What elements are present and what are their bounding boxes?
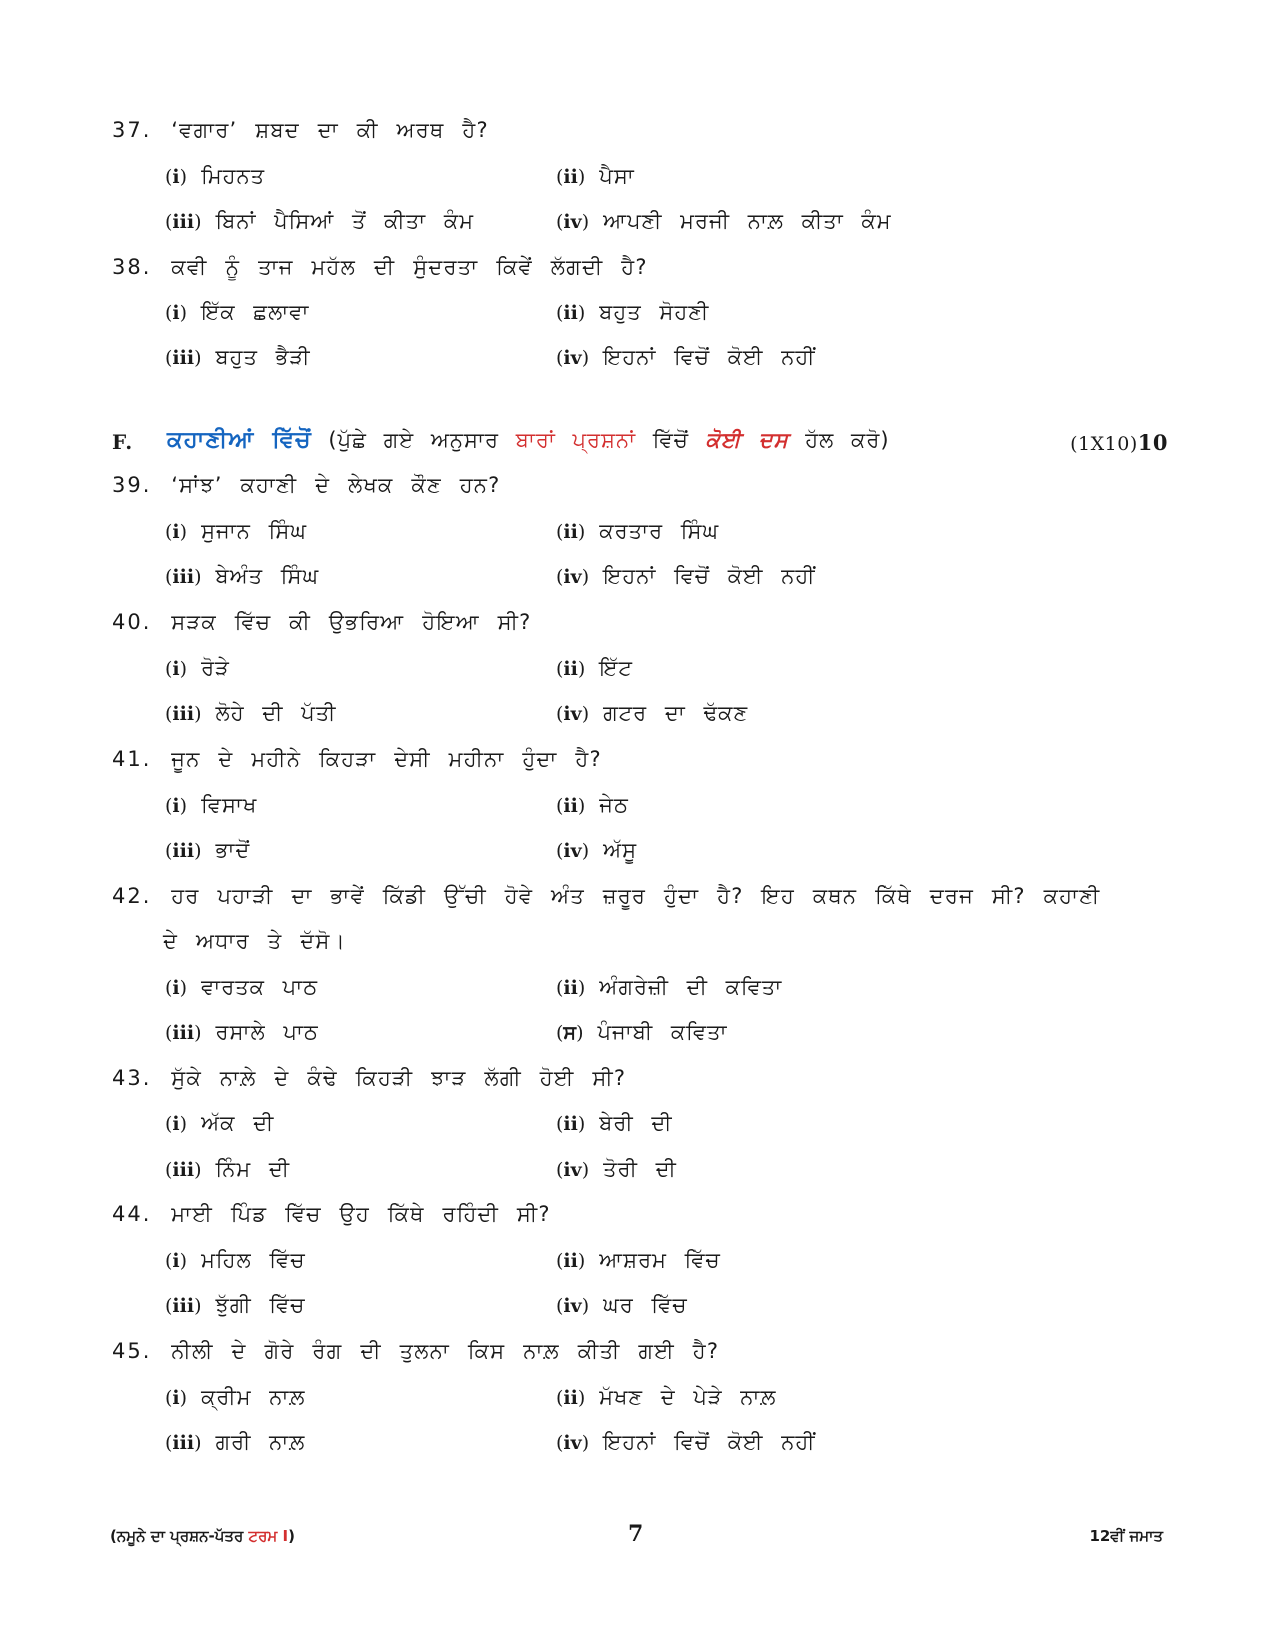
option-iii: (iii) ਬਹੁਤ ਭੈੜੀ [165,345,311,369]
option-iii: (iii) ਬੇਅੰਤ ਸਿੰਘ [165,564,320,588]
option-iii: (iii) ਗਰੀ ਨਾਲ਼ [165,1430,306,1454]
option-text: ਬੇਅੰਤ ਸਿੰਘ [215,564,320,588]
option-text: ਵਾਰਤਕ ਪਾਠ [201,975,319,999]
option-iii: (iii) ਰਸਾਲੇ ਪਾਠ [165,1020,319,1044]
section-instruction [167,427,890,453]
option-text: ਇਹਨਾਂ ਵਿਚੋਂ ਕੋਈ ਨਹੀਂ [603,1430,816,1454]
footer-term: ਟਰਮ I [248,1527,289,1545]
question-text: ਕਵੀ ਨੂੰ ਤਾਜ ਮਹੱਲ ਦੀ ਸੁੰਦਰਤਾ ਕਿਵੇਂ ਲੱਗਦੀ ਹੈ? [171,255,648,279]
question-44 [112,1199,1162,1229]
instruction-highlight: ਬਾਰਾਂ ਪ੍ਰਸ਼ਨਾਂ [515,428,637,452]
option-text: ਝੁੱਗੀ ਵਿੱਚ [215,1293,306,1317]
option-ii: (ii) ਇੱਟ [556,656,633,680]
option-i: (i) ਸੁਜਾਨ ਸਿੰਘ [165,519,307,543]
footer-class-label: 12ਵੀਂ ਜਮਾਤ [1089,1527,1163,1545]
option-ii: (ii) ਬੇਰੀ ਦੀ [556,1111,673,1135]
option-i: (i) ਇੱਕ ਛਲਾਵਾ [165,300,310,324]
option-text: ਬਿਨਾਂ ਪੈਸਿਆਂ ਤੋਂ ਕੀਤਾ ਕੰਮ [215,209,475,233]
question-number: 39. [112,473,152,497]
option-text: ਆਸ਼ਰਮ ਵਿੱਚ [599,1248,721,1272]
question-text: ਸੜਕ ਵਿੱਚ ਕੀ ਉਭਰਿਆ ਹੋਇਆ ਸੀ? [171,610,532,634]
option-iv: (iv) ਆਪਣੀ ਮਰਜੀ ਨਾਲ਼ ਕੀਤਾ ਕੰਮ [556,209,892,233]
option-text: ਭਾਦੋਂ [215,838,251,862]
option-text: ਅੱਕ ਦੀ [201,1111,275,1135]
option-ii: (ii) ਆਸ਼ਰਮ ਵਿੱਚ [556,1248,721,1272]
option-iv: (iv) ਘਰ ਵਿੱਚ [556,1293,688,1317]
option-text: ਮਹਿਲ ਵਿੱਚ [201,1248,306,1272]
option-text: ਮੱਖਣ ਦੇ ਪੇੜੇ ਨਾਲ਼ [599,1385,777,1409]
option-text: ਪੰਜਾਬੀ ਕਵਿਤਾ [597,1020,728,1044]
option-i: (i) ਕ੍ਰੀਮ ਨਾਲ਼ [165,1385,306,1409]
option-i: (i) ਵਿਸਾਖ [165,793,258,817]
section-title: ਕਹਾਣੀਆਂ ਵਿੱਚੋਂ [167,427,312,453]
question-number: 41. [112,747,152,771]
option-text: ਇੱਟ [599,656,633,680]
option-ii: (ii) ਮੱਖਣ ਦੇ ਪੇੜੇ ਨਾਲ਼ [556,1385,777,1409]
option-text: ਜੇਠ [599,793,629,817]
option-text: ਲੋਹੇ ਦੀ ਪੱਤੀ [215,701,337,725]
question-text: ਮਾਈ ਪਿੰਡ ਵਿੱਚ ਉਹ ਕਿੱਥੇ ਰਹਿੰਦੀ ਸੀ? [171,1202,551,1226]
option-i: (i) ਮਿਹਨਤ [165,164,266,188]
option-text: ਗਟਰ ਦਾ ਢੱਕਣ [603,701,749,725]
option-text: ਘਰ ਵਿੱਚ [603,1293,688,1317]
instruction-part: (ਪੁੱਛੇ ਗਏ ਅਨੁਸਾਰ [328,428,500,452]
option-text: ਇਹਨਾਂ ਵਿਚੋਂ ਕੋਈ ਨਹੀਂ [603,345,816,369]
option-ii: (ii) ਅੰਗਰੇਜ਼ੀ ਦੀ ਕਵਿਤਾ [556,975,783,999]
option-iv: (iv) ਤੋਰੀ ਦੀ [556,1157,677,1181]
option-iii: (iii) ਲੋਹੇ ਦੀ ਪੱਤੀ [165,701,337,725]
option-iv: (iv) ਇਹਨਾਂ ਵਿਚੋਂ ਕੋਈ ਨਹੀਂ [556,1430,816,1454]
footer-paper-label: (ਨਮੂਨੇ ਦਾ ਪ੍ਰਸ਼ਨ-ਪੱਤਰ ਟਰਮ I) [110,1527,295,1545]
option-ii: (ii) ਪੈਸਾ [556,164,635,188]
question-37 [112,115,1162,145]
option-i: (i) ਰੋੜੇ [165,656,230,680]
option-text: ਇੱਕ ਛਲਾਵਾ [201,300,310,324]
section-marks: (1X10)10 [1070,430,1168,455]
section-header [112,423,1168,459]
option-iv: (iv) ਅੱਸੂ [556,838,638,862]
option-text: ਪੈਸਾ [599,164,635,188]
question-number: 37. [112,118,152,142]
question-number: 38. [112,255,152,279]
question-number: 44. [112,1202,152,1226]
option-text: ਬਹੁਤ ਭੈੜੀ [215,345,311,369]
page-number: 7 [628,1521,644,1547]
question-text: ‘ਸਾਂਝ’ ਕਹਾਣੀ ਦੇ ਲੇਖਕ ਕੌਣ ਹਨ? [171,473,501,497]
question-41 [112,744,1162,774]
option-text: ਕ੍ਰੀਮ ਨਾਲ਼ [201,1385,306,1409]
option-i: (i) ਮਹਿਲ ਵਿੱਚ [165,1248,306,1272]
option-ii: (ii) ਕਰਤਾਰ ਸਿੰਘ [556,519,720,543]
instruction-emphasis: ਕੋਈ ਦਸ [705,428,789,452]
option-iv: (iv) ਇਹਨਾਂ ਵਿਚੋਂ ਕੋਈ ਨਹੀਂ [556,345,816,369]
question-number: 42. [112,884,152,908]
option-text: ਸੁਜਾਨ ਸਿੰਘ [201,519,307,543]
question-42 [112,881,1162,911]
question-42-continued [163,926,1213,956]
option-ii: (ii) ਜੇਠ [556,793,629,817]
question-40 [112,607,1162,637]
question-39 [112,470,1162,500]
option-i: (i) ਅੱਕ ਦੀ [165,1111,275,1135]
question-text: ਦੇ ਅਧਾਰ ਤੇ ਦੱਸੋ। [163,929,346,953]
option-text: ਆਪਣੀ ਮਰਜੀ ਨਾਲ਼ ਕੀਤਾ ਕੰਮ [603,209,892,233]
option-text: ਤੋਰੀ ਦੀ [603,1157,677,1181]
option-text: ਵਿਸਾਖ [201,793,258,817]
option-text: ਰੋੜੇ [201,656,230,680]
question-43 [112,1063,1162,1093]
option-text: ਰਸਾਲੇ ਪਾਠ [215,1020,319,1044]
option-iv: (iv) ਇਹਨਾਂ ਵਿਚੋਂ ਕੋਈ ਨਹੀਂ [556,564,816,588]
option-text: ਨਿੰਮ ਦੀ [215,1157,291,1181]
option-iv: (ਸ) ਪੰਜਾਬੀ ਕਵਿਤਾ [556,1020,728,1044]
option-text: ਇਹਨਾਂ ਵਿਚੋਂ ਕੋਈ ਨਹੀਂ [603,564,816,588]
question-text: ਸੁੱਕੇ ਨਾਲ਼ੇ ਦੇ ਕੰਢੇ ਕਿਹੜੀ ਝਾੜ ਲੱਗੀ ਹੋਈ ਸੀ? [171,1066,627,1090]
option-i: (i) ਵਾਰਤਕ ਪਾਠ [165,975,319,999]
option-text: ਬਹੁਤ ਸੋਹਣੀ [599,300,710,324]
section-letter: F. [112,430,134,454]
instruction-part: ਹੱਲ ਕਰੋ) [805,428,890,452]
option-text: ਅੰਗਰੇਜ਼ੀ ਦੀ ਕਵਿਤਾ [599,975,783,999]
option-iii: (iii) ਨਿੰਮ ਦੀ [165,1157,291,1181]
instruction-part: ਵਿੱਚੋਂ [652,428,689,452]
question-45 [112,1336,1162,1366]
option-ii: (ii) ਬਹੁਤ ਸੋਹਣੀ [556,300,710,324]
question-number: 45. [112,1339,152,1363]
option-iii: (iii) ਭਾਦੋਂ [165,838,251,862]
option-text: ਬੇਰੀ ਦੀ [599,1111,673,1135]
question-text: ‘ਵਗਾਰ’ ਸ਼ਬਦ ਦਾ ਕੀ ਅਰਥ ਹੈ? [171,118,489,142]
question-38 [112,252,1162,282]
question-number: 43. [112,1066,152,1090]
question-text: ਜੂਨ ਦੇ ਮਹੀਨੇ ਕਿਹੜਾ ਦੇਸੀ ਮਹੀਨਾ ਹੁੰਦਾ ਹੈ? [171,747,602,771]
option-text: ਗਰੀ ਨਾਲ਼ [215,1430,306,1454]
question-number: 40. [112,610,152,634]
question-text: ਨੀਲੀ ਦੇ ਗੋਰੇ ਰੰਗ ਦੀ ਤੁਲਨਾ ਕਿਸ ਨਾਲ਼ ਕੀਤੀ ਗਈ ਹੈ? [171,1339,720,1363]
option-text: ਕਰਤਾਰ ਸਿੰਘ [599,519,720,543]
option-text: ਅੱਸੂ [603,838,638,862]
option-iii: (iii) ਝੁੱਗੀ ਵਿੱਚ [165,1293,306,1317]
question-text: ਹਰ ਪਹਾੜੀ ਦਾ ਭਾਵੇਂ ਕਿੱਡੀ ਉੱਚੀ ਹੋਵੇ ਅੰਤ ਜ਼ਰੂਰ ਹੁੰਦਾ ਹੈ? ਇਹ ਕਥਨ ਕਿੱਥੇ ਦਰਜ ਸੀ? ਕਹਾਣੀ [171,884,1101,908]
option-iii: (iii) ਬਿਨਾਂ ਪੈਸਿਆਂ ਤੋਂ ਕੀਤਾ ਕੰਮ [165,209,475,233]
option-text: ਮਿਹਨਤ [201,164,266,188]
option-iv: (iv) ਗਟਰ ਦਾ ਢੱਕਣ [556,701,749,725]
